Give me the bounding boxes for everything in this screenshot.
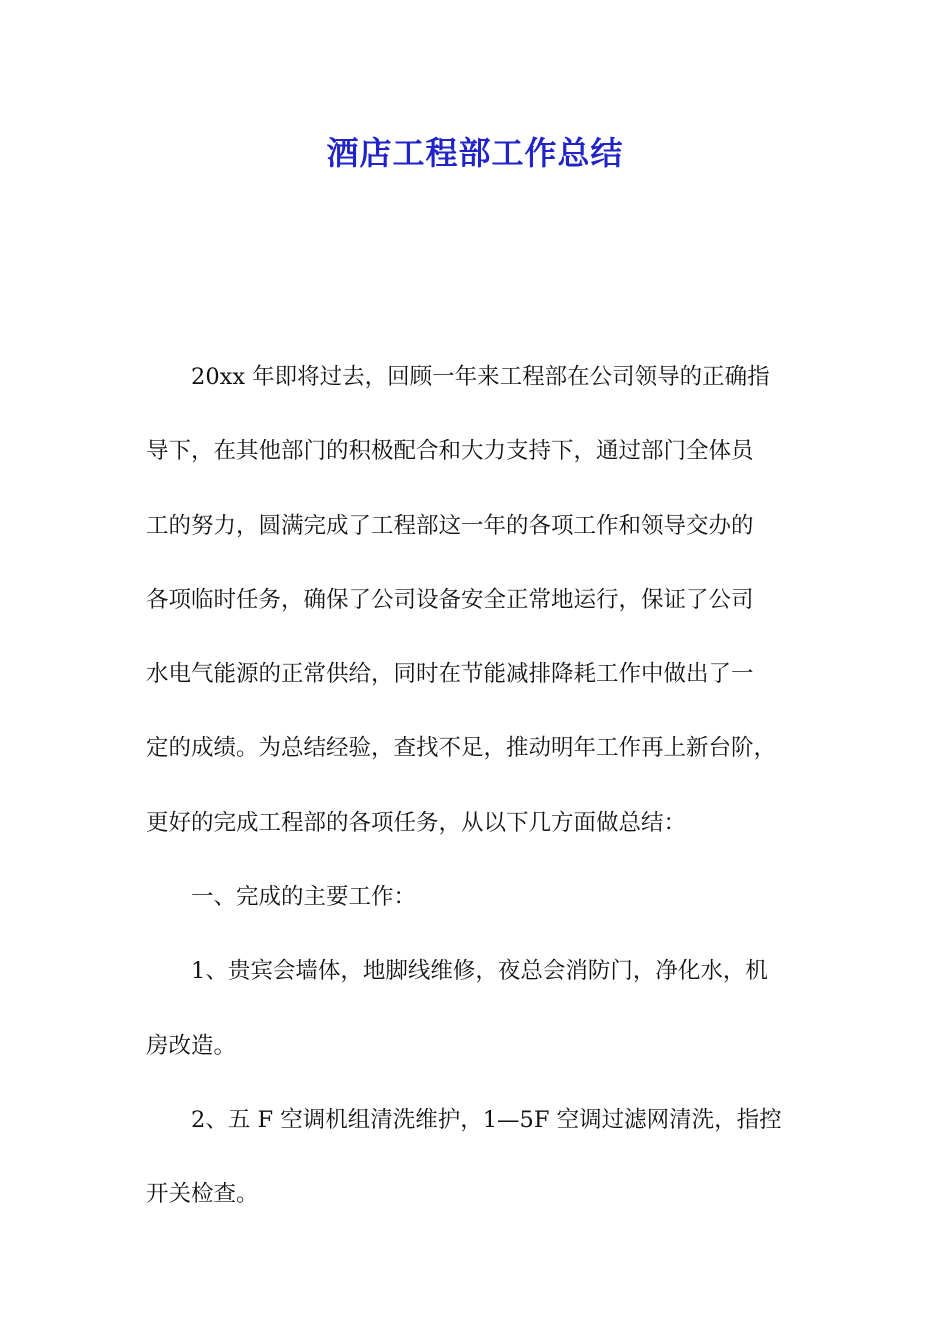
section-heading: 一、完成的主要工作： <box>191 884 417 911</box>
paragraph-line: 导下，在其他部门的积极配合和大力支持下，通过部门全体员 <box>146 438 754 465</box>
paragraph-line: 更好的完成工程部的各项任务，从以下几方面做总结： <box>146 809 687 836</box>
list-item-line: 2、五 F 空调机组清洗维护，1—5F 空调过滤网清洗，指控 <box>191 1106 782 1133</box>
paragraph-line: 20xx 年即将过去，回顾一年来工程部在公司领导的正确指 <box>191 364 770 390</box>
paragraph-line: 定的成绩。为总结经验，查找不足，推动明年工作再上新台阶， <box>146 735 777 762</box>
paragraph-line: 工的努力，圆满完成了工程部这一年的各项工作和领导交办的 <box>146 512 754 539</box>
paragraph-line: 水电气能源的正常供给，同时在节能减排降耗工作中做出了一 <box>146 661 754 688</box>
document-body <box>146 340 816 1232</box>
list-item-line: 开关检查。 <box>146 1181 259 1208</box>
list-item-line: 1、贵宾会墙体，地脚线维修，夜总会消防门，净化水，机 <box>191 958 768 985</box>
list-item-line: 房改造。 <box>146 1032 237 1059</box>
document-title: 酒店工程部工作总结 <box>326 134 624 172</box>
paragraph-line: 各项临时任务，确保了公司设备安全正常地运行，保证了公司 <box>146 586 754 613</box>
